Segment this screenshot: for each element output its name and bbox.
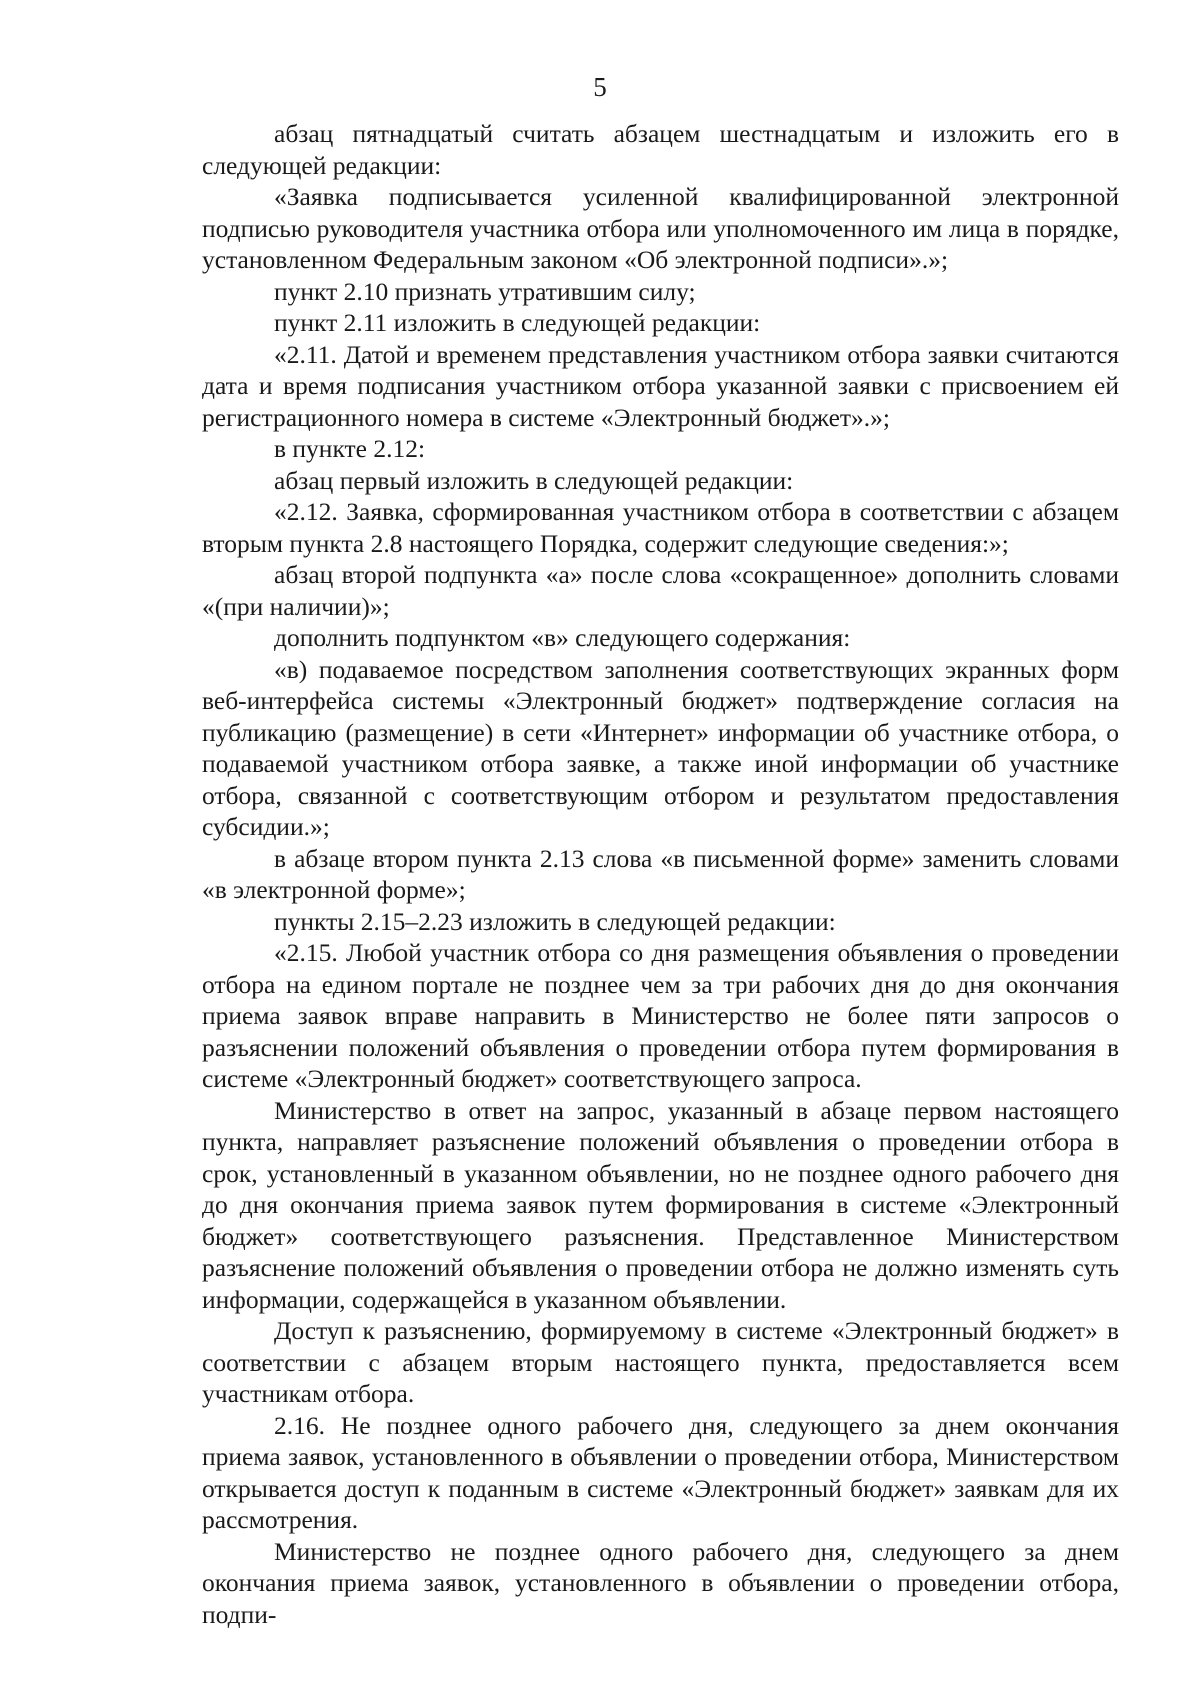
paragraph: абзац пятнадцатый считать абзацем шестнадцатым и изложить его в следующей редакции: [202,119,1119,180]
page-number: 5 [593,72,607,102]
paragraph: в абзаце втором пункта 2.13 слова «в письменной форме» заменить словами «в электронной форме»; [202,843,1119,904]
paragraph: в пункте 2.12: [274,434,426,463]
paragraph: абзац первый изложить в следующей редакции: [274,465,794,495]
paragraph: Доступ к разъяснению, формируемому в системе «Электронный бюджет» в соответствии с абзацем вторым настоящего пункта, предоставляется всем участникам отбора. [202,1316,1119,1408]
paragraph: «2.11. Датой и временем представления участником отбора заявки считаются дата и время подписания участником отбора указанной заявки с присвоением ей регистрационного номера в системе «Электронный бюджет».»; [202,339,1119,432]
paragraph: пункты 2.15–2.23 изложить в следующей редакции: [274,906,836,936]
paragraph: пункт 2.11 изложить в следующей редакции: [274,308,761,337]
paragraph: пункт 2.10 признать утратившим силу; [274,276,696,306]
document-body [202,118,1119,1630]
paragraph: «в) подаваемое посредством заполнения соответствующих экранных форм веб-интерфейса системы «Электронный бюджет» подтверждение согласия на публикацию (размещение) в сети «Интернет» информации об участнике отбора, о подаваемой участником отбора заявке, а также иной информации об участнике отбора, связанной с соответствующим отбором и результатом предоставления субсидии.»; [202,654,1119,841]
paragraph: Министерство в ответ на запрос, указанный в абзаце первом настоящего пункта, направляет разъяснение положений объявления о проведении отбора в срок, установленный в указанном объявлении, но не позднее одного рабочего дня до дня окончания приема заявок путем формирования в системе «Электронный бюджет» соответствующего разъяснения. Представленное Министерством разъяснение положений объявления о проведении отбора не должно изменять суть информации, содержащейся в указанном объявлении. [202,1095,1119,1314]
paragraph: Министерство не позднее одного рабочего дня, следующего за днем окончания приема заявок, установленного в объявлении о проведении отбора, подпи- [202,1536,1119,1629]
paragraph: абзац второй подпункта «а» после слова «сокращенное» дополнить словами «(при наличии)»; [202,560,1119,621]
paragraph: «Заявка подписывается усиленной квалифицированной электронной подписью руководителя участника отбора или уполномоченного им лица в порядке, установленном Федеральным законом «Об электронной подписи».»; [202,182,1119,274]
paragraph: 2.16. Не позднее одного рабочего дня, следующего за днем окончания приема заявок, установленного в объявлении о проведении отбора, Министерством открывается доступ к поданным в системе «Электронный бюджет» заявкам для их рассмотрения. [202,1410,1119,1534]
paragraph: «2.12. Заявка, сформированная участником отбора в соответствии с абзацем вторым пункта 2.8 настоящего Порядка, содержит следующие сведения:»; [202,497,1119,558]
paragraph: дополнить подпунктом «в» следующего содержания: [274,623,851,652]
paragraph: «2.15. Любой участник отбора со дня размещения объявления о проведении отбора на едином портале не позднее чем за три рабочих дня до дня окончания приема заявок вправе направить в Министерство не более пяти запросов о разъяснении положений объявления о проведении отбора путем формирования в системе «Электронный бюджет» соответствующего запроса. [202,938,1119,1093]
